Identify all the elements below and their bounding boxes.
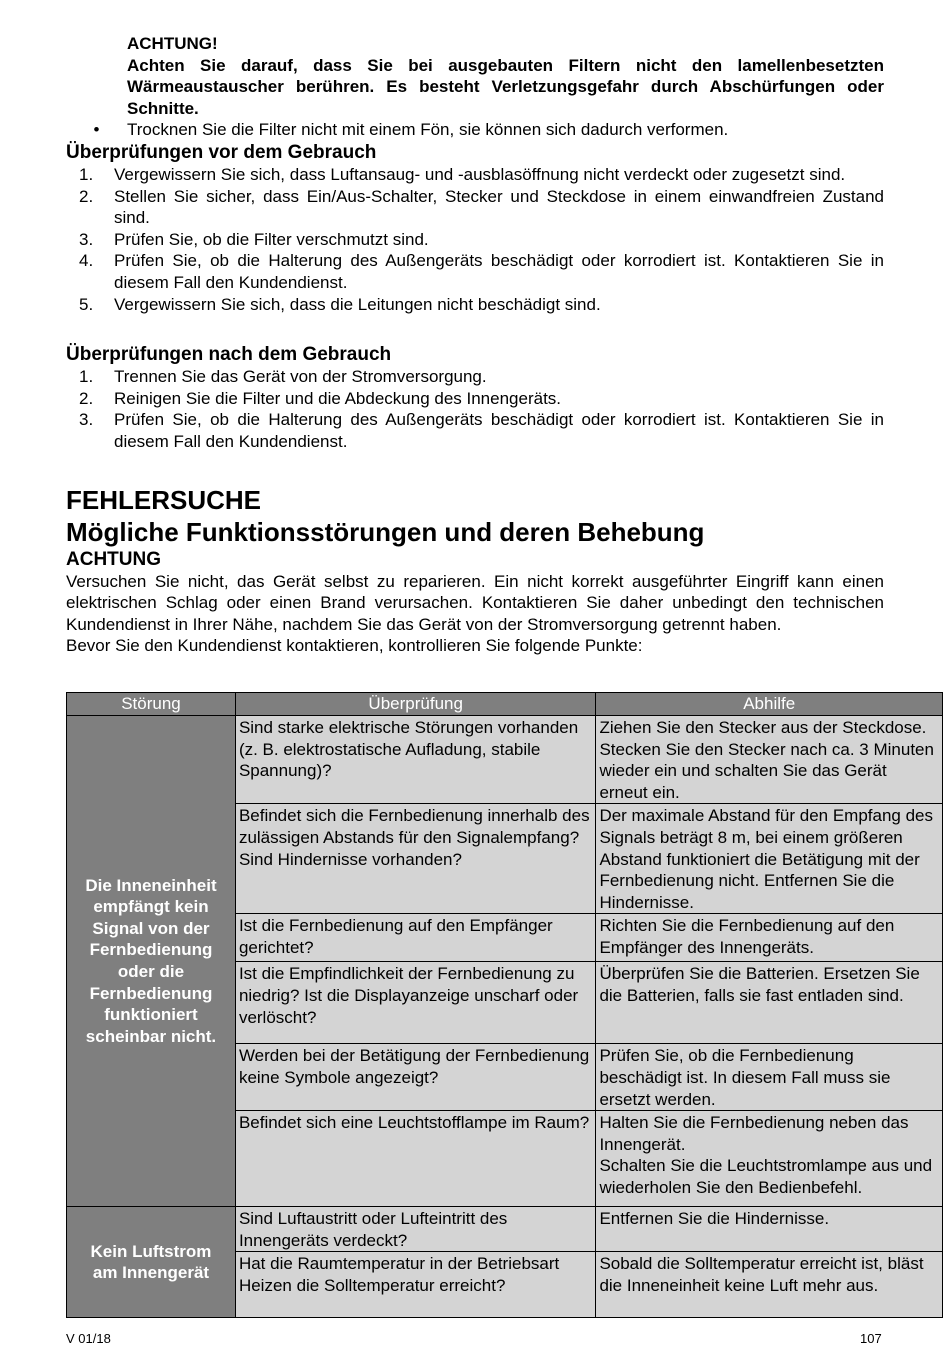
page-content bbox=[66, 33, 884, 657]
check-cell: Sind starke elektrische Störungen vorhanden (z. B. elektrostatische Aufladung, stabile Spannung)? bbox=[235, 716, 596, 804]
page-number: 107 bbox=[860, 1331, 882, 1346]
checks-before-list bbox=[66, 164, 884, 315]
list-item bbox=[66, 164, 884, 186]
bullet-item bbox=[66, 119, 884, 141]
footer-version: V 01/18 bbox=[66, 1331, 111, 1346]
table-row bbox=[67, 716, 943, 804]
list-number: 3. bbox=[79, 229, 94, 249]
bullet-text: Trocknen Sie die Filter nicht mit einem Fön, sie können sich dadurch verformen. bbox=[127, 120, 729, 140]
checks-before-heading: Überprüfungen vor dem Gebrauch bbox=[66, 141, 377, 163]
checks-after-heading: Überprüfungen nach dem Gebrauch bbox=[66, 344, 392, 366]
remedy-cell: Ziehen Sie den Stecker aus der Steckdose. Stecken Sie den Stecker nach ca. 3 Minuten wieder ein und schalten Sie das Gerät erneut ein. bbox=[596, 716, 943, 804]
remedy-cell: Prüfen Sie, ob die Fernbedienung beschädigt ist. In diesem Fall muss sie ersetzt werden. bbox=[596, 1044, 943, 1111]
list-number: 1. bbox=[79, 367, 94, 387]
list-text: Prüfen Sie, ob die Halterung des Außengeräts beschädigt oder korrodiert ist. Kontaktieren Sie in diesem Fall den Kundendienst. bbox=[114, 410, 884, 451]
list-text: Reinigen Sie die Filter und die Abdeckung des Innengeräts. bbox=[114, 388, 562, 408]
fault-cell: Die Inneneinheit empfängt kein Signal von der Fernbedienung oder die Fernbedienung funktioniert scheinbar nicht. bbox=[67, 716, 236, 1207]
table-row bbox=[67, 1207, 943, 1252]
list-item bbox=[66, 186, 884, 229]
list-item bbox=[66, 388, 884, 410]
list-number: 4. bbox=[79, 251, 94, 271]
column-header: Störung bbox=[67, 693, 236, 716]
list-number: 3. bbox=[79, 410, 94, 430]
list-text: Vergewissern Sie sich, dass Luftansaug- und -ausblasöffnung nicht verdeckt oder zugesetzt sind. bbox=[114, 164, 846, 184]
bullet-icon: • bbox=[93, 120, 100, 140]
caution-heading: ACHTUNG bbox=[66, 548, 161, 570]
list-item bbox=[66, 366, 884, 388]
list-item bbox=[66, 229, 884, 251]
check-cell: Ist die Empfindlichkeit der Fernbedienung zu niedrig? Ist die Displayanzeige unscharf oder verlöscht? bbox=[235, 962, 596, 1044]
caution-text: Versuchen Sie nicht, das Gerät selbst zu reparieren. Ein nicht korrekt ausgeführter Eingriff kann einen elektrischen Schlag oder einen Brand verursachen. Kontaktieren Sie daher unbedingt den technischen Kundendienst in Ihrer Nähe, nachdem Sie das Gerät von der Stromversorgung getrennt haben. bbox=[66, 571, 884, 634]
list-item bbox=[66, 294, 884, 316]
list-number: 2. bbox=[79, 186, 94, 206]
list-number: 5. bbox=[79, 294, 94, 314]
warning-block bbox=[127, 33, 884, 119]
list-number: 2. bbox=[79, 388, 94, 408]
check-cell: Befindet sich die Fernbedienung innerhalb des zulässigen Abstands für den Signalempfang? Sind Hindernisse vorhanden? bbox=[235, 804, 596, 914]
check-cell: Werden bei der Betätigung der Fernbedienung keine Symbole angezeigt? bbox=[235, 1044, 596, 1111]
spacer bbox=[66, 315, 884, 343]
list-text: Stellen Sie sicher, dass Ein/Aus-Schalter, Stecker und Steckdose in einem einwandfreien Zustand sind. bbox=[114, 186, 884, 228]
list-text: Trennen Sie das Gerät von der Stromversorgung. bbox=[114, 367, 487, 387]
checks-after-list bbox=[66, 366, 884, 452]
warning-title: ACHTUNG! bbox=[127, 34, 218, 53]
remedy-cell: Entfernen Sie die Hindernisse. bbox=[596, 1207, 943, 1252]
column-header: Überprüfung bbox=[235, 693, 596, 716]
list-number: 1. bbox=[79, 164, 94, 184]
remedy-cell: Richten Sie die Fernbedienung auf den Empfänger des Innengeräts. bbox=[596, 914, 943, 962]
remedy-cell: Überprüfen Sie die Batterien. Ersetzen Sie die Batterien, falls sie fast entladen sind. bbox=[596, 962, 943, 1044]
warning-text: Achten Sie darauf, dass Sie bei ausgebauten Filtern nicht den lamellenbesetzten Wärmeaustauscher berühren. Es besteht Verletzungsgefahr durch Abschürfungen oder Schnitte. bbox=[127, 55, 884, 118]
intro-text: Bevor Sie den Kundendienst kontaktieren, kontrollieren Sie folgende Punkte: bbox=[66, 636, 643, 656]
check-cell: Hat die Raumtemperatur in der Betriebsart Heizen die Solltemperatur erreicht? bbox=[235, 1252, 596, 1318]
troubleshooting-subtitle: Mögliche Funktionsstörungen und deren Behebung bbox=[66, 516, 705, 547]
column-header: Abhilfe bbox=[596, 693, 943, 716]
troubleshooting-table bbox=[66, 692, 943, 1318]
list-text: Vergewissern Sie sich, dass die Leitungen nicht beschädigt sind. bbox=[114, 294, 601, 314]
troubleshooting-title: FEHLERSUCHE bbox=[66, 484, 262, 515]
check-cell: Befindet sich eine Leuchtstofflampe im Raum? bbox=[235, 1111, 596, 1207]
list-text: Prüfen Sie, ob die Halterung des Außengeräts beschädigt oder korrodiert ist. Kontaktieren Sie in diesem Fall den Kundendienst. bbox=[114, 251, 884, 292]
table-header-row bbox=[67, 693, 943, 716]
check-cell: Ist die Fernbedienung auf den Empfänger gerichtet? bbox=[235, 914, 596, 962]
check-cell: Sind Luftaustritt oder Lufteintritt des Innengeräts verdeckt? bbox=[235, 1207, 596, 1252]
fault-cell: Kein Luftstrom am Innengerät bbox=[67, 1207, 236, 1318]
list-item bbox=[66, 409, 884, 452]
list-item bbox=[66, 250, 884, 293]
remedy-cell: Der maximale Abstand für den Empfang des Signals beträgt 8 m, bei einem größeren Abstand funktioniert die Betätigung mit der Fernbedienung nicht. Entfernen Sie die Hindernisse. bbox=[596, 804, 943, 914]
list-text: Prüfen Sie, ob die Filter verschmutzt sind. bbox=[114, 229, 429, 249]
remedy-cell: Halten Sie die Fernbedienung neben das Innengerät. Schalten Sie die Leuchtstromlampe aus und wiederholen Sie den Bedienbefehl. bbox=[596, 1111, 943, 1207]
remedy-cell: Sobald die Solltemperatur erreicht ist, bläst die Inneneinheit keine Luft mehr aus. bbox=[596, 1252, 943, 1318]
